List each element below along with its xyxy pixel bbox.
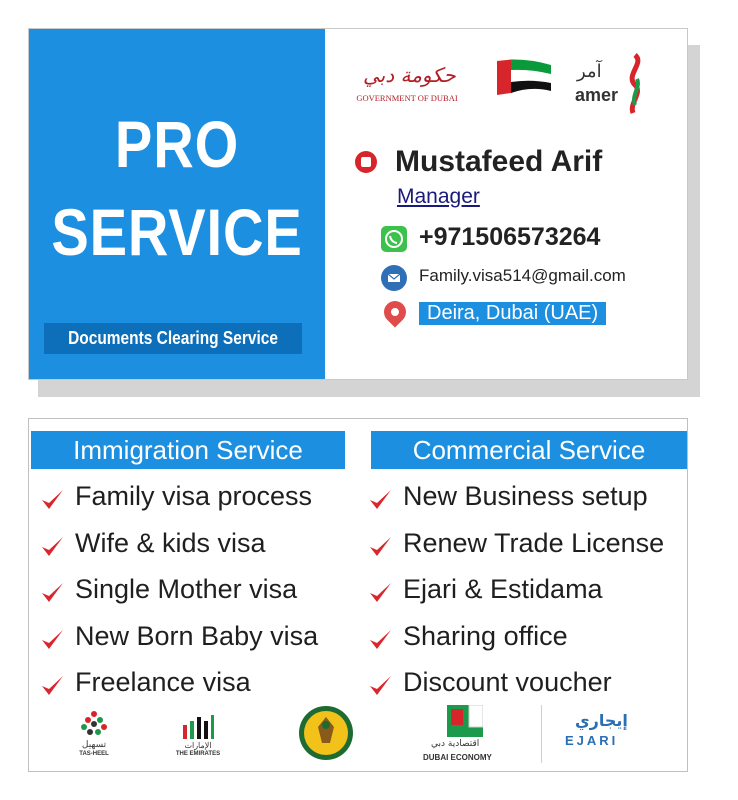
check-icon (367, 673, 393, 699)
location-pin-icon (379, 296, 410, 327)
back-card (28, 418, 688, 772)
person-icon (355, 151, 377, 173)
email-icon (381, 265, 407, 291)
tasheel-arabic-text: تسهيل (81, 739, 107, 749)
dubai-economy-logo (409, 705, 519, 767)
service-item-label: New Born Baby visa (75, 620, 319, 651)
ejari-english-text: EJARI (565, 733, 619, 748)
amer-english-text: amer (575, 85, 619, 105)
headline-line-2: SERVICE (51, 195, 303, 269)
tasheel-dots-icon (81, 711, 107, 737)
tasheel-logo (59, 711, 129, 769)
tagline-badge (44, 323, 302, 354)
check-icon (367, 534, 393, 560)
government-english-text: GOVERNMENT OF DUBAI (356, 93, 458, 103)
emirates-bars-icon (181, 713, 215, 739)
service-item-label: Single Mother visa (75, 574, 298, 604)
check-icon (367, 487, 393, 513)
amer-swoosh-icon (621, 53, 647, 115)
the-emirates-logo (163, 711, 233, 769)
government-of-dubai-logo (345, 63, 469, 109)
service-item-label: Discount voucher (403, 667, 612, 697)
tasheel-english-text: TAS-HEEL (79, 751, 109, 757)
ejari-logo (553, 711, 653, 769)
service-item-label: Wife & kids visa (75, 527, 266, 558)
check-icon (39, 534, 65, 560)
whatsapp-icon (381, 226, 407, 252)
government-arabic-text: حكومة دبي (363, 63, 456, 87)
emirates-arabic-text: الإمارات (184, 741, 212, 750)
dubai-economy-english-text: DUBAI ECONOMY (423, 753, 492, 762)
service-item-label: Freelance visa (75, 667, 251, 697)
contact-name: Mustafeed Arif (395, 145, 603, 178)
dubai-economy-mark-icon (447, 705, 483, 737)
service-item-label: Sharing office (403, 620, 568, 651)
headline-line-1: PRO (114, 107, 240, 181)
contact-title: Manager (397, 185, 480, 208)
check-icon (39, 487, 65, 513)
service-item-label: Ejari & Estidama (403, 574, 603, 604)
footer-logo-row (29, 711, 687, 771)
ejari-arabic-text: إيجاري (575, 711, 628, 730)
uae-emblem-icon (297, 703, 355, 763)
uae-flag-icon (497, 59, 551, 97)
amer-logo (573, 53, 649, 117)
tagline-text: Documents Clearing Service (68, 328, 278, 348)
email-address[interactable]: Family.visa514@gmail.com (419, 266, 626, 285)
address-text: Deira, Dubai (UAE) (419, 302, 606, 325)
check-icon (367, 627, 393, 653)
service-item-label: Family visa process (75, 481, 313, 511)
front-blue-panel (29, 29, 325, 379)
front-card (28, 28, 688, 380)
service-item-label: New Business setup (403, 481, 648, 511)
dubai-economy-arabic-text: اقتصادية دبي (431, 739, 480, 749)
check-icon (39, 673, 65, 699)
commercial-service-heading: Commercial Service (371, 431, 687, 469)
service-item-label: Renew Trade License (403, 527, 665, 558)
emirates-english-text: THE EMIRATES (175, 751, 221, 757)
check-icon (39, 627, 65, 653)
immigration-service-heading: Immigration Service (31, 431, 345, 469)
check-icon (367, 580, 393, 606)
amer-arabic-text: آمر (577, 61, 602, 82)
phone-number[interactable]: +971506573264 (419, 223, 601, 251)
logo-divider (541, 705, 542, 763)
check-icon (39, 580, 65, 606)
